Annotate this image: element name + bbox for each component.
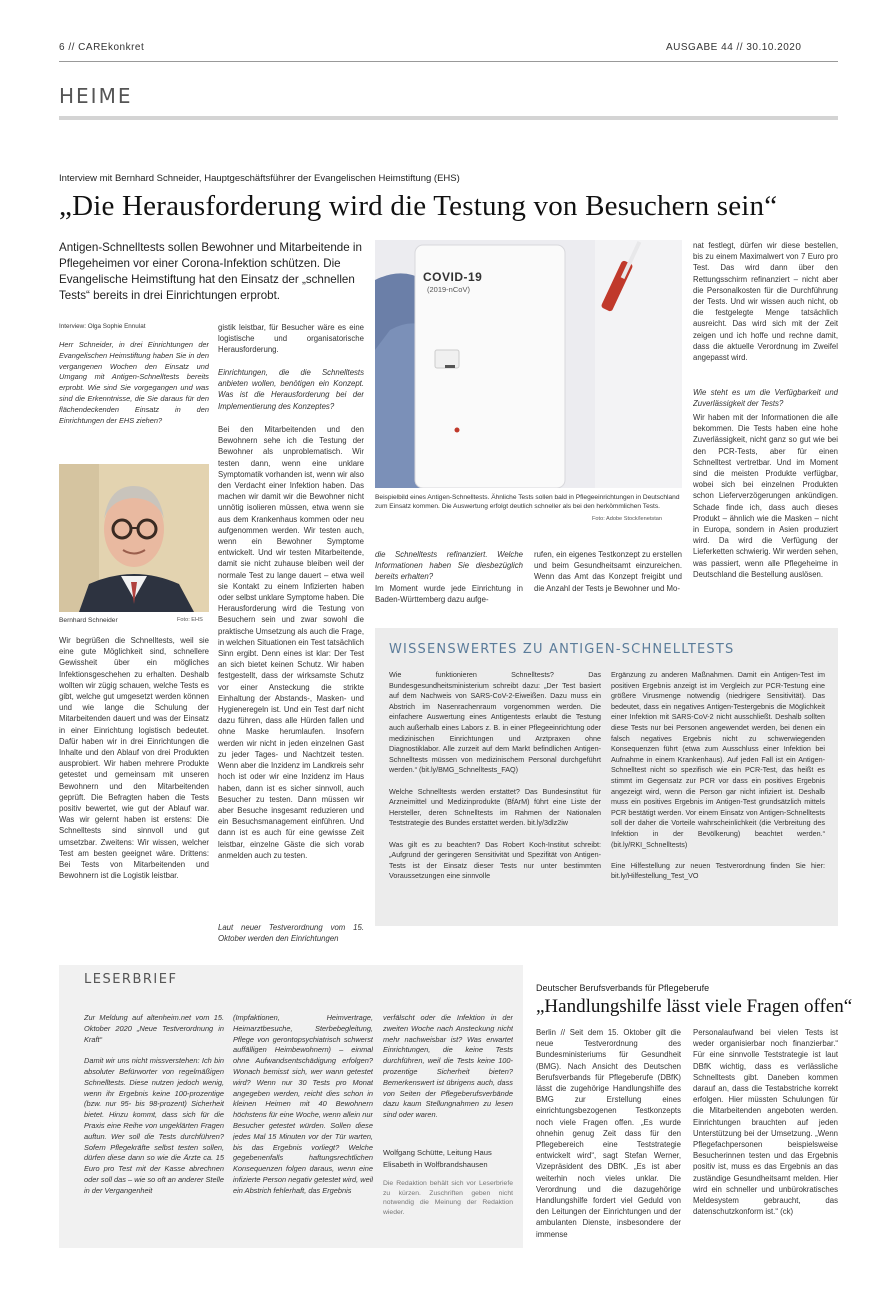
leserbrief-note: Die Redaktion behält sich vor Leserbriefe zu kürzen. Zuschriften geben nicht notwendig die Meinung der Redaktion wieder. [383, 1180, 513, 1216]
article-col2-question-2: Laut neuer Testverordnung vom 15. Oktober werden den Einrichtungen [218, 923, 364, 944]
leserbrief-col3: verfälscht oder die Infektion in der zweiten Woche nach Ansteckung nicht mehr nachweisbar ist? Was erwartet Einrichtungen, die keine Tests durchführen, weil die Tests keine 100-prozentige Sicherheit bieten? Bemerkenswert ist übrigens auch, dass von Seiten der Pflegeberufsverbände dazu kaum Stellungnahmen zu lesen sind oder waren. [383, 1013, 513, 1120]
portrait-photo [59, 464, 209, 612]
section-title: HEIME [59, 84, 133, 108]
dbfk-col1: Berlin // Seit dem 15. Oktober gilt die neue Testverordnung des Bundesministeriums für Gesundheit (BMG). Nach Ansicht des Deutschen Berufsverbands für Pflegeberufe (DBfK) lässt die zugehörige Handlungshilfe des BMG zur Erstellung eines einrichtungsbezogenen Testkonzepts noch viele Fragen offen. „Es wurde ohnehin genug Zeit dass für den Pflegebereich eine Teststrategie entwickelt wird“, sagt Stefan Werner, Vizepräsident des DBfK. „Es ist aber weiterhin noch vieles unklar. Die Verordnung und die dazugehörige Handlungshilfe fordert viel Geduld von den Leitungen der Einrichtungen und der ambulanten Dienste, insbesondere der immense [536, 1028, 681, 1239]
interview-question: Herr Schneider, in drei Einrichtungen der Evangelischen Heimstiftung haben Sie in den vergangenen Wochen den Einsatz und Umgang mit Antigen-Schnelltests bereits erprobt. Wie sind Sie vorgegangen und was sind die Erkenntnisse, die Sie daraus für den flächendeckenden Einsatz in den Einrichtungen der EHS ziehen? [59, 340, 209, 425]
article-col1-body: Wir begrüßen die Schnelltests, weil sie eine gute Möglichkeit sind, schnellere Gewissheit über ein mögliches Infektionsgeschehen zu erhalten. Deshalb wollten wir zügig schauen, welche Tests es gibt, welche gut umgesetzt werden können und wie lange die Schulung der Mitarbeitenden dauert und was der Einsatz in einer Einrichtung logistisch bedeutet. Dafür haben wir in drei Einrichtungen die Inhalte und den Ablauf von drei Produkten ausprobiert. Wir haben mehrere Produkte getestet und gemeinsam mit unseren Bewohnern und den Mitarbeitenden geprüft. Die Befragten haben die Tests positiv bewertet, wie gut der Ablauf war. Was wir gelernt haben ist erstens: Die Schnelltests sind sinnvoll und gut umsetzbar. Zweitens: Wir wissen, welcher Test am besten geeignet wäre. Drittens: Bei Tests von Mitarbeitenden und Bewohnern ist die Logistik leistbar. [59, 636, 209, 881]
portrait-credit: Foto: EHS [177, 617, 203, 623]
page-number-brand: 6 // CAREkonkret [59, 42, 145, 53]
article-col5-body-2: Wir haben mit der Informationen die alle bekommen. Die Tests haben eine hohe Zuverlässigkeit, nicht ganz so gut wie bei den PCR-Tests, aber für einen Schnelltest vertretbar. Und im Moment sind die meisten Produkte verfügbar, wobei sich bei einzelnen Produkten schon Lieferverzögerungen ankündigen. Schade finde ich, dass auch dieses Produkt – ähnlich wie die Masken – nicht in Europa, sondern in Asien produziert wird. Da wird die Verfügung der Lieferketten schwierig. Wir werden sehen, was passiert, wenn alle Pflegeheime in Deutschland die Bestellung auslösen. [693, 413, 838, 579]
article-headline: „Die Herausforderung wird die Testung von Besuchern sein“ [59, 190, 778, 222]
info-box-col2: Ergänzung zu anderen Maßnahmen. Damit ein Antigen-Test im positiven Ergebnis anzeigt ist im Vergleich zur PCR-Testung eine größere Virusmenge notwendig (niedrigere Sensitivität). Das bedeutet, dass ein negatives Antigen-Testergebnis die Möglichkeit einer Infektion mit SARS-CoV-2 nicht ausschließt. Deshalb sollten diese Tests nur bei Personen angewendet werden, bei denen ein falsch negatives Ergebnis nicht zu schwerwiegenden Konsequenzen führt (etwa zum Ausschluss einer Infektion bei Aufnahme in einem Krankenhaus). Auf jeden Fall ist ein Antigen-Schnelltest nicht so spezifisch wie ein PCR-Test, das heißt es stimmt im Gegensatz zur PCR vor dass ein positives Ergebnis angezeigt wird, wenn die Person gar nicht infiziert ist. Deshalb muss ein positives Ergebnis im Antigen-Test grundsätzlich mittels PCR bestätigt werden. Vor einem Einsatz von Antigen-Schnelltests soll der daher die Vorteile wahrscheinlichkeit (die Verbreitung des Infektion in der Bevölkerung) beachtet werden.“ (bit.ly/RKI_Schnelltests) Eine Hilfestellung zur neuen Testverordnung finden Sie hier: bit.ly/Hilfestellung_Test_VO [611, 670, 825, 881]
leserbrief-box [59, 965, 523, 1248]
article-col5-body: nat festlegt, dürfen wir diese bestellen, bis zu einem Maximalwert von 7 Euro pro Test. Das wird dann über den Rettungsschirm refinanziert – nicht aber die Personalkosten für die Durchführung der Tests. Und wir wissen auch nicht, ob die festgelegte Menge tatsächlich ausreicht. Das wird sich mit der Zeit zeigen und ich hoffe und rechne damit, dass die aktuelle Verordnung im Zweifel angepasst wird. [693, 241, 838, 363]
article-col5-question: Wie steht es um die Verfügbarkeit und Zuverlässigkeit der Tests? [693, 388, 838, 409]
leserbrief-col2: (Impfaktionen, Heimvertrage, Heimarztbesuche, Sterbebegleitung, Pflege von gerontopsychiatrisch schwerst auffälligen Heimbewohnern) – einmal ohne Aufwandsentschädigung erfolgen? Wonach bemisst sich, wer wann getestet wird? Wenn nur 30 Tests pro Monat angegeben werden, reicht dies schon in kleinen Heimen mit 40 Bewohnern höchstens für eine Woche, wenn allein nur Besucher getestet würden. Sollen diese jedes Mal 15 Minuten vor der Tür warten, bis das Ergebnis vorliegt? Welche gegebenenfalls haftungsrechtlichen Konsequenzen folgen daraus, wenn eine infizierte Person negativ getestet wird, weil ein Abstrich fehlerhaft, das Ergebnis [233, 1013, 373, 1195]
portrait-image [59, 464, 209, 612]
portrait-caption: Bernhard Schneider [59, 617, 118, 624]
article-col2-body-2: Bei den Mitarbeitenden und den Bewohnern sehe ich die Testung der Bewohner als unproblematisch. Wir testen dann, wenn eine unklare Symptomatik vorhanden ist, wenn wir also den Verdacht einer Infektion haben. Das machen wir damit wir die Bewohner nicht unnötig isolieren müssen, etwa wenn sie aus dem Krankenhaus kommen oder neu aufgenommen werden. Wir testen auch, wenn ein Bewohner Symptome entwickelt. Und wir testen Mitarbeitende, damit sie nicht zuhause bleiben weil der normale Test zu lange dauert – etwa weil sie Kontakt zu einem Infizierten haben oder selbst unklare Symptome haben. Die Herausforderung wird die Testung von Besuchern sein und zwar sowohl die praktische Umsetzung als auch die Frage, in welchen Situationen ein Test tatsächlich Sinn ergibt. Denn eines ist klar: Der Test an sich bietet keinen Schutz. Wir haben festgestellt, dass der wirksamste Schutz vor einer Ansteckung die strikte Einhaltung der Abstands-, Masken- und Hygieneregeln ist. Und ein Test darf nicht dazu führen, dass alle Hürden fallen und ohne Maske herumlaufen. Insofern werden wir nicht in jeden einzelnen Gast zu jeder Tages- und Nachtzeit testen. Wenn aber die Inzidenz im Landkreis sehr hoch ist oder wir eine Inzidenz im Haus haben, dann ist es sicher sinnvoll, auch Besucher zu testen. Dann müssen wir aber Besuche insgesamt reduzieren und ein Besuchsmanagement einführen. Und dann ist es auch für eine gewisse Zeit leistbar, einzelne Gäste die sich vorab anmelden auch zu testen. [218, 425, 364, 860]
article-col3-body: Im Moment wurde jede Einrichtung in Baden-Württemberg dazu aufge- [375, 584, 523, 605]
article-col4-body: rufen, ein eigenes Testkonzept zu erstellen und beim Gesundheitsamt einzureichen. Wenn das Amt das Konzept freigibt und die Anzahl der Tests je Bewohner und Mo- [534, 550, 682, 593]
issue-date: AUSGABE 44 // 30.10.2020 [666, 42, 802, 53]
info-box [375, 628, 838, 926]
dbfk-col2: Personalaufwand bei vielen Tests ist weder organisierbar noch finanzierbar.“ Für eine sinnvolle Teststrategie ist laut DBfK wichtig, dass es verlässliche Schnelltests gibt. Daneben kommen darauf an, dass die Testabstriche korrekt erfolgen. Hier müssten Schulungen für die Mitarbeitenden angeboten werden. Einrichtungen brauchten auf jeden Unterstützung bei der Umsetzung. „Wenn Pflegefachpersonen beispielsweise Besucherinnen testen und das Ergebnis positiv ist, muss es das Ergebnis an das zuständige Gesundheitsamt melden. Hier wird ein schneller und unbürokratisches Meldesystem gebraucht, das datenschutzkonform ist.“ (ck) [693, 1028, 838, 1217]
article-kicker: Interview mit Bernhard Schneider, Hauptgeschäftsführer der Evangelischen Heimstiftung (EHS) [59, 173, 460, 184]
test-label-ncov: (2019-nCoV) [427, 285, 470, 294]
test-label-covid: COVID-19 [423, 270, 483, 284]
photo-credit: Foto: Adobe Stock/lenetstan [592, 516, 662, 522]
leserbrief-title: LESERBRIEF [84, 972, 178, 987]
info-box-title: WISSENSWERTES ZU ANTIGEN-SCHNELLTESTS [389, 642, 735, 657]
test-photo-image [375, 240, 682, 488]
article-col2-question: Einrichtungen, die die Schnelltests anbieten wollen, benötigen ein Konzept. Was ist die Herausforderung bei der Implementierung des Konzeptes? [218, 368, 364, 411]
article-lede: Antigen-Schnelltests sollen Bewohner und Mitarbeitende in Pflegeheimen vor einer Corona-Infektion schützen. Die Evangelische Heimstiftung hat den Einsatz der „schnellen Tests“ bereits in drei Einrichtungen erprobt. [59, 241, 362, 302]
photo-caption: Beispielbild eines Antigen-Schnelltests. Ähnliche Tests sollen bald in Pflegeeinrichtungen in Deutschland zum Einsatz kommen. Die Auswertung erfolgt deutlich schneller als bei den herkömmlichen Tests. [375, 494, 680, 510]
leserbrief-col1: Zur Meldung auf altenheim.net vom 15. Oktober 2020 „Neue Testverordnung in Kraft“ Damit wir uns nicht missverstehen: Ich bin absoluter Befürworter von regelmäßigen Schnelltests. Diese nutzen jedoch wenig, wenn ihr Ergebnis keine 100-prozentige (bzw. nur 95- bis 98-prozent) Sicherheit bietet. Hinzu kommt, dass sich für die Praxis eine Reihe von ungeklärten Fragen auftun. Wer soll die Tests durchführen? Sofern Pflegekräfte selbst testen sollen, dürfen diese dann so wie die Ärzte ca. 15 Euro pro Test mit der Kasse abrechnen oder soll das – wie so oft an anderer Stelle in der Vergangenheit [84, 1013, 224, 1195]
article-col2-body-1: gistik leistbar, für Besucher wäre es eine logistische und organisatorische Herausforderung. [218, 323, 364, 355]
info-box-col1: Wie funktionieren Schnelltests? Das Bundesgesundheitsministerium schreibt dazu: „Der Test basiert auf dem Nachweis von SARS-CoV-2-Eiweißen. Dazu muss ein Abstrich im Nasenrachenraum vorgenommen werden. Die einfachere Auswertung eines Antigentests erlaubt die Testung auch außerhalb eines Labors z. B. in einer Pflegeeinrichtung oder medizinischen Einrichtungen und Arztpraxen ohne Diagnostiklabor. Alle zurzeit auf dem Markt befindlichen Antigen-Schnelltests müssen von medizinischem Personal durchgeführt werden.“ (bit.ly/BMG_Schnelltests_FAQ) Welche Schnelltests werden erstattet? Das Bundesinstitut für Arzneimittel und Medizinprodukte (BfArM) führt eine Liste der Hersteller, deren Schnelltests im Rahmen der Nationalen Teststrategie des Bundes erstattet werden. bit.ly/3dlz2iw Was gilt es zu beachten? Das Robert Koch-Institut schreibt: „Aufgrund der geringeren Sensitivität und Spezifität von Antigen-Tests ist der Einsatz dieser Tests nur unter bestimmten Voraussetzungen eine sinnvolle [389, 670, 601, 881]
dbfk-headline: „Handlungshilfe lässt viele Fragen offen“ [536, 996, 853, 1017]
leserbrief-signature-1: Wolfgang Schütte, Leitung Haus [383, 1148, 492, 1157]
section-rule [59, 116, 838, 120]
article-col3-question: die Schnelltests refinanziert. Welche Informationen haben Sie diesbezüglich bereits erhalten? [375, 550, 523, 582]
interview-author: Interview: Olga Sophie Ennulat [59, 323, 146, 330]
antigen-test-photo [375, 240, 682, 488]
leserbrief-signature-2: Elisabeth in Wolfbrandshausen [383, 1160, 488, 1169]
header-rule [59, 61, 838, 62]
dbfk-kicker: Deutscher Berufsverbands für Pflegeberufe [536, 983, 710, 993]
